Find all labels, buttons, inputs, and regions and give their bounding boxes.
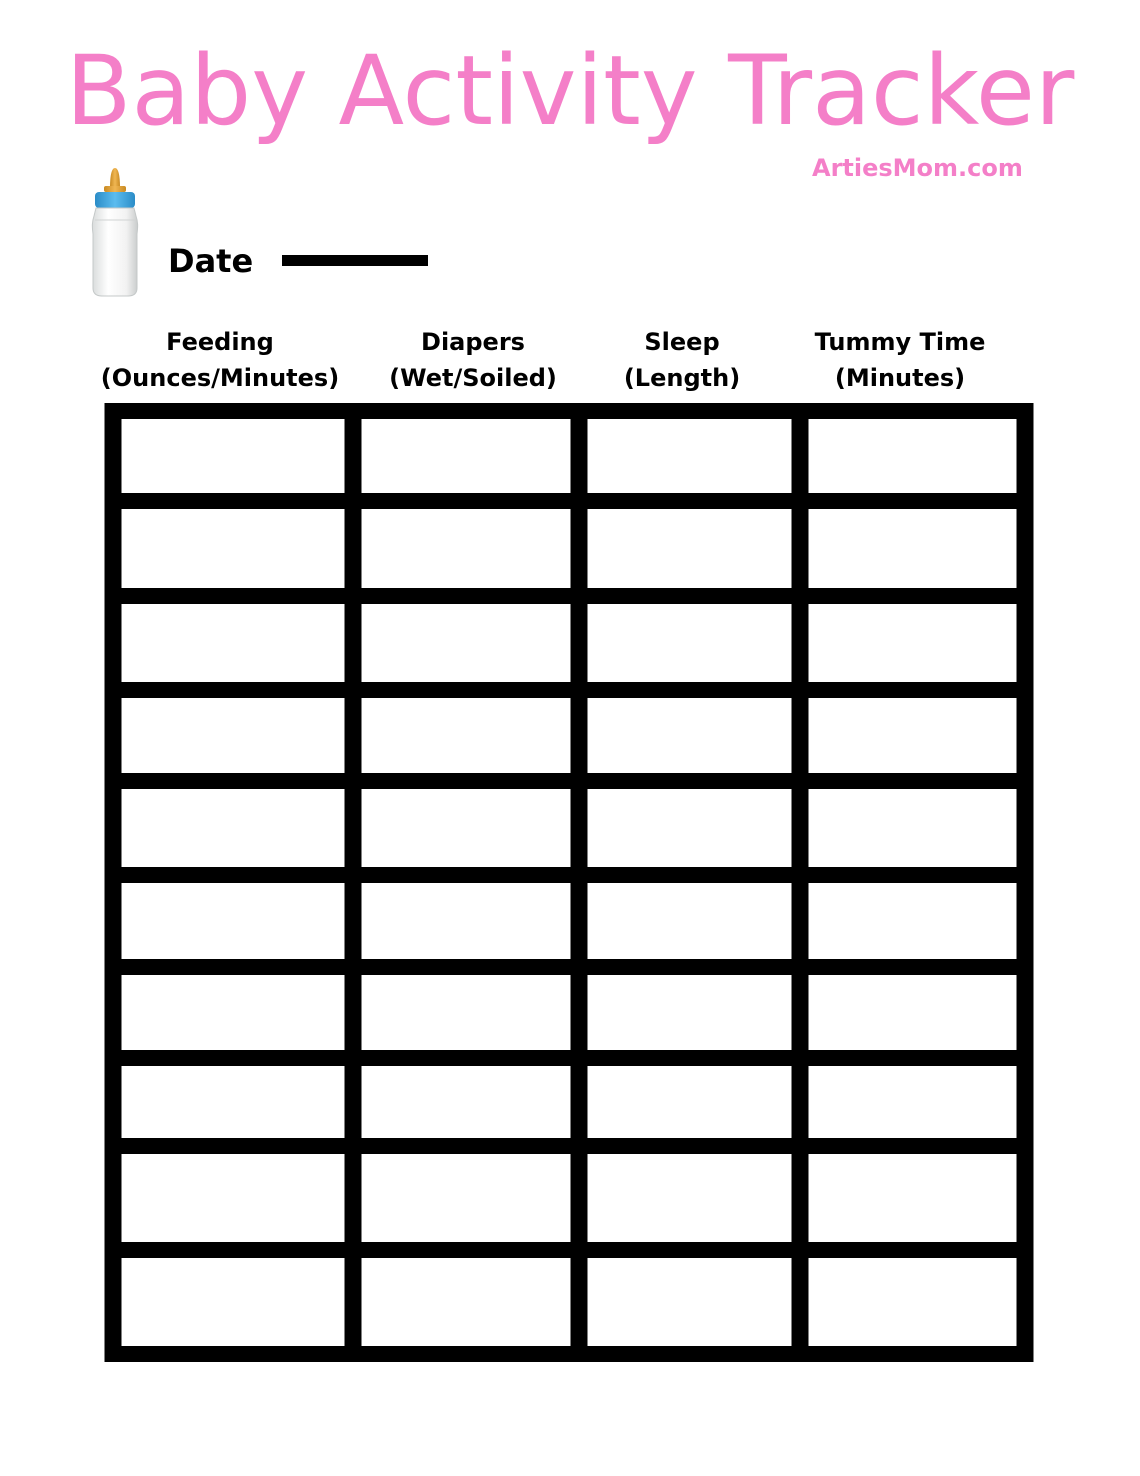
table-cell-r6-c3[interactable] [588, 883, 792, 959]
table-cell-r5-c1[interactable] [122, 789, 345, 867]
grid-column-line [345, 403, 362, 1362]
table-cell-r9-c3[interactable] [588, 1154, 792, 1242]
table-cell-r2-c4[interactable] [809, 509, 1017, 588]
table-cell-r7-c4[interactable] [809, 975, 1017, 1050]
grid-row-line [105, 773, 1034, 789]
table-cell-r9-c2[interactable] [362, 1154, 571, 1242]
grid-row-line [105, 403, 1034, 419]
table-cell-r7-c2[interactable] [362, 975, 571, 1050]
table-cell-r4-c4[interactable] [809, 698, 1017, 773]
column-header-diapers: Diapers (Wet/Soiled) [389, 328, 557, 392]
table-cell-r8-c3[interactable] [588, 1066, 792, 1138]
grid-column-line [571, 403, 588, 1362]
table-cell-r3-c1[interactable] [122, 604, 345, 682]
date-label: Date [168, 242, 254, 280]
column-header-feeding: Feeding (Ounces/Minutes) [100, 328, 340, 392]
table-cell-r3-c4[interactable] [809, 604, 1017, 682]
table-cell-r8-c4[interactable] [809, 1066, 1017, 1138]
table-cell-r10-c4[interactable] [809, 1258, 1017, 1346]
grid-column-line [1017, 403, 1034, 1362]
grid-row-line [105, 588, 1034, 604]
grid-row-line [105, 493, 1034, 509]
grid-column-line [792, 403, 809, 1362]
table-cell-r7-c1[interactable] [122, 975, 345, 1050]
table-cell-r4-c2[interactable] [362, 698, 571, 773]
table-cell-r1-c2[interactable] [362, 419, 571, 493]
grid-row-line [105, 1138, 1034, 1154]
table-cell-r5-c4[interactable] [809, 789, 1017, 867]
page-title: Baby Activity Tracker [65, 35, 1075, 147]
table-cell-r3-c2[interactable] [362, 604, 571, 682]
table-cell-r1-c4[interactable] [809, 419, 1017, 493]
table-cell-r9-c1[interactable] [122, 1154, 345, 1242]
table-cell-r5-c3[interactable] [588, 789, 792, 867]
grid-row-line [105, 1242, 1034, 1258]
table-cell-r10-c3[interactable] [588, 1258, 792, 1346]
table-cell-r1-c3[interactable] [588, 419, 792, 493]
table-cell-r1-c1[interactable] [122, 419, 345, 493]
table-cell-r10-c1[interactable] [122, 1258, 345, 1346]
table-cell-r8-c1[interactable] [122, 1066, 345, 1138]
table-cell-r4-c1[interactable] [122, 698, 345, 773]
table-cell-r4-c3[interactable] [588, 698, 792, 773]
table-cell-r2-c3[interactable] [588, 509, 792, 588]
table-cell-r8-c2[interactable] [362, 1066, 571, 1138]
grid-row-line [105, 682, 1034, 698]
grid-row-line [105, 1050, 1034, 1066]
table-cell-r5-c2[interactable] [362, 789, 571, 867]
table-cell-r7-c3[interactable] [588, 975, 792, 1050]
grid-row-line [105, 1346, 1034, 1362]
table-cell-r10-c2[interactable] [362, 1258, 571, 1346]
site-link[interactable]: ArtiesMom.com [812, 154, 1023, 182]
table-cell-r3-c3[interactable] [588, 604, 792, 682]
grid-column-line [105, 403, 122, 1362]
table-cell-r6-c1[interactable] [122, 883, 345, 959]
table-cell-r6-c4[interactable] [809, 883, 1017, 959]
table-cell-r9-c4[interactable] [809, 1154, 1017, 1242]
table-cell-r2-c1[interactable] [122, 509, 345, 588]
table-cell-r2-c2[interactable] [362, 509, 571, 588]
column-header-tummy-time: Tummy Time (Minutes) [814, 328, 986, 392]
grid-row-line [105, 867, 1034, 883]
table-cell-r6-c2[interactable] [362, 883, 571, 959]
column-header-sleep: Sleep (Length) [623, 328, 741, 392]
grid-row-line [105, 959, 1034, 975]
